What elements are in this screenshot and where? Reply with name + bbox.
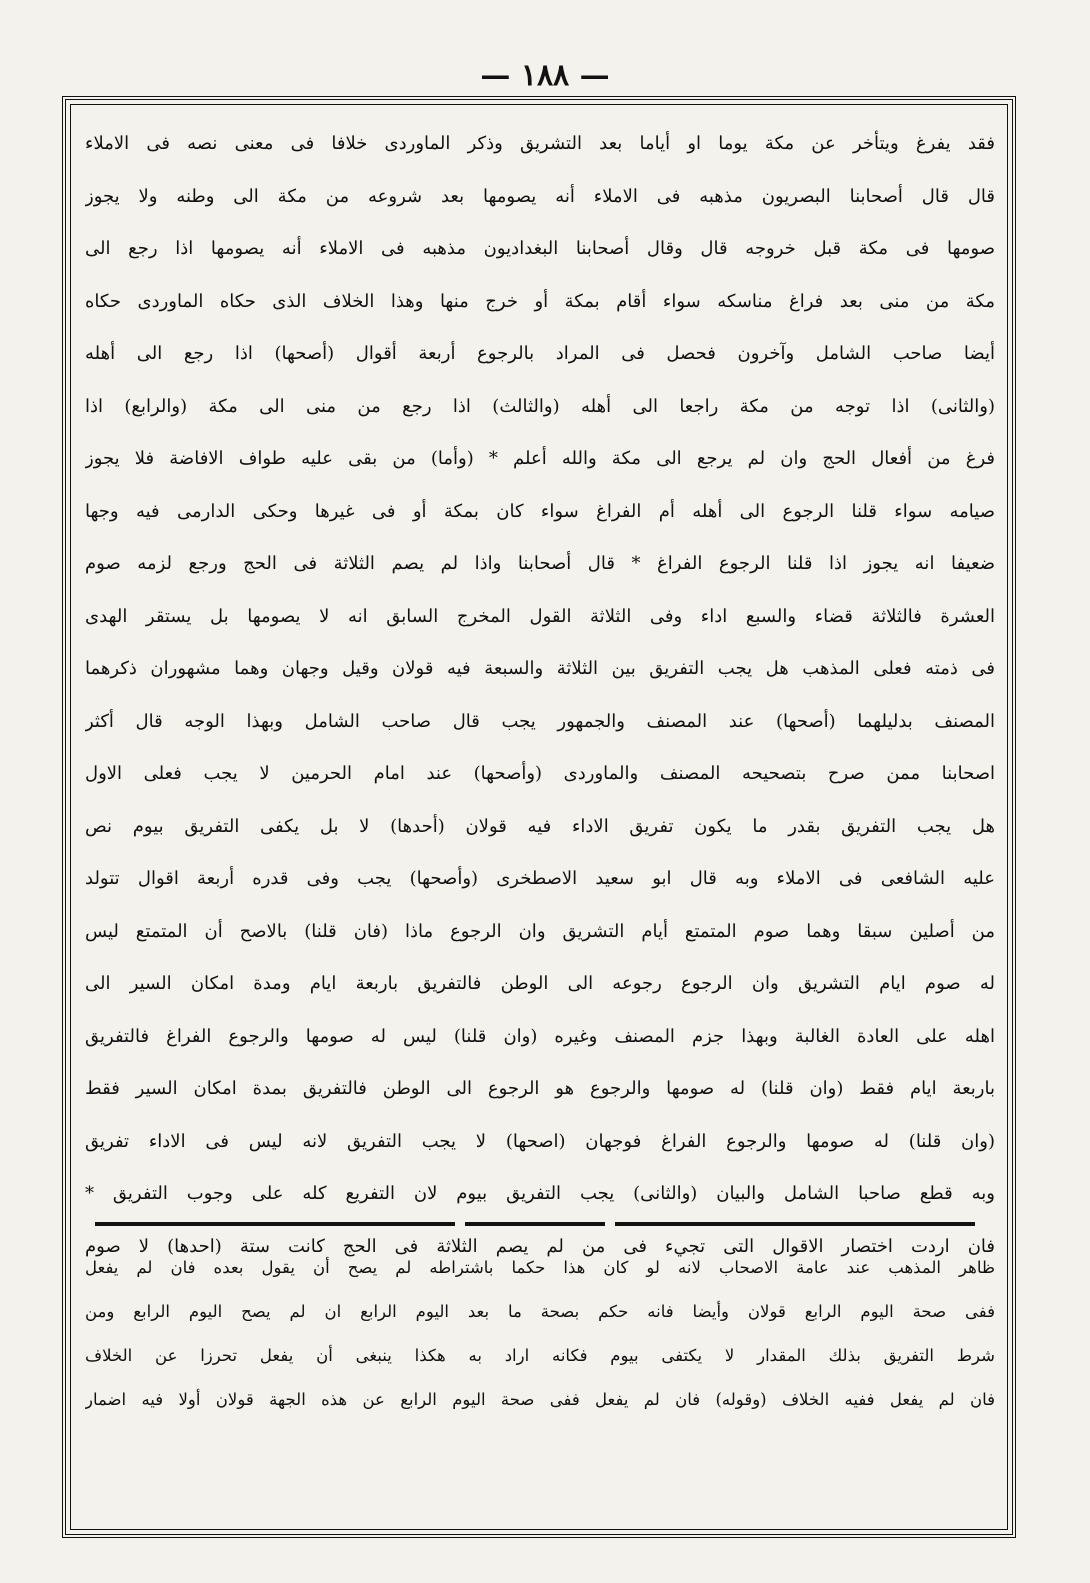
footnote-line: فان لم يفعل ففيه الخلاف (وقوله) فان لم يفعل ففى صحة اليوم الرابع عن هذه الجهة قولان أولا فيه اضمار <box>85 1390 995 1409</box>
main-line: أيضا صاحب الشامل وآخرون فحصل فى المراد بالرجوع أربعة أقوال (أصحها) اذا رجع الى أهله <box>85 343 995 364</box>
separator-bar <box>615 1222 975 1226</box>
main-line: فى ذمته فعلى المذهب هل يجب التفريق بين الثلاثة والسبعة فيه قولان وقيل وجهان وهما مشهوران ذكرهما <box>85 658 995 679</box>
main-text-block <box>85 118 995 1273</box>
main-line: ضعيفا انه يجوز اذا قلنا الرجوع الفراغ * قال أصحابنا واذا لم يصم الثلاثة فى الحج ورجع لزمه صوم <box>85 553 995 574</box>
footnote-line: ظاهر المذهب عند عامة الاصحاب لانه لو كان هذا حكما باشتراطه لم يصح أن يقول بعده فان لم يفعل <box>85 1258 995 1277</box>
main-line: اهله على العادة الغالبة وبهذا جزم المصنف وغيره (وان قلنا) ليس له صومها والرجوع الفراغ فالتفريق <box>85 1025 995 1047</box>
main-line: فرغ من أفعال الحج وان لم يرجع الى مكة والله أعلم * (وأما) من بقى عليه طواف الافاضة فلا يجوز <box>85 448 995 469</box>
main-line: المصنف بدليلهما (أصحها) عند المصنف والجمهور يجب قال صاحب الشامل وبهذا الوجه قال أكثر <box>85 710 995 732</box>
main-line: قال قال أصحابنا البصريون مذهبه فى الاملاء أنه يصومها بعد شروعه من مكة الى وطنه ولا يجوز <box>85 185 995 207</box>
footnote-line: شرط التفريق بذلك المقدار لا يكتفى بيوم فكانه اراد به هكذا ينبغى أن يفعل تحرزا عن الخلاف <box>85 1346 995 1365</box>
footnote-block <box>85 1246 995 1422</box>
footnote-line: ففى صحة اليوم الرابع قولان وأيضا فانه حكم بصحة ما بعد اليوم الرابع ان لم يصح اليوم الرابع ومن <box>85 1302 995 1321</box>
page-number: — ١٨٨ — <box>480 58 610 93</box>
main-line: العشرة فالثلاثة قضاء والسبع اداء وفى الثلاثة القول المخرج السابق انه لا يصومها بل يستقر الهدى <box>85 605 995 627</box>
main-line: مكة من منى بعد فراغ مناسكه سواء أقام بمكة أو خرج منها وهذا الخلاف الذى حكاه الماوردى حكاه <box>85 290 995 312</box>
main-line: باربعة ايام فقط (وان قلنا) له صومها والرجوع هو الرجوع الى الوطن فالتفريق بمدة امكان السير فقط <box>85 1078 995 1099</box>
main-line: فقد يفرغ ويتأخر عن مكة يوما او أياما بعد التشريق وذكر الماوردى خلافا فى معنى نصه فى الاملاء <box>85 133 995 154</box>
main-line: اصحابنا ممن صرح بتصحيحه المصنف والماوردى (وأصحها) عند امام الحرمين لا يجب فعلى الاول <box>85 763 995 784</box>
main-line: هل يجب التفريق بقدر ما يكون تفريق الاداء فيه قولان (أحدها) لا بل يكفى التفريق بيوم نص <box>85 815 995 837</box>
main-line: صيامه سواء قلنا الرجوع الى أهله أم الفراغ سواء كان بمكة أو فى غيرها وحكى الدارمى فيه وجها <box>85 500 995 522</box>
separator-bar <box>95 1222 455 1226</box>
main-line: عليه الشافعى فى الاملاء وبه قال ابو سعيد الاصطخرى (وأصحها) يجب وفى قدره أربعة اقوال تتولد <box>85 868 995 889</box>
footnote-separator <box>95 1218 975 1230</box>
separator-bar <box>465 1222 605 1226</box>
main-line: له صوم ايام التشريق وان الرجوع رجوعه الى الوطن فالتفريق باربعة ايام ومدة امكان السير الى <box>85 973 995 994</box>
main-line: فان اردت اختصار الاقوال التى تجيء فى من لم يصم الثلاثة فى الحج كانت ستة (احدها) لا صوم <box>85 1235 995 1257</box>
main-line: (والثانى) اذا توجه من مكة راجعا الى أهله (والثالث) اذا رجع من منى الى مكة (والرابع) اذا <box>85 395 995 417</box>
main-line: وبه قطع صاحبا الشامل والبيان (والثانى) يجب التفريق بيوم لان التفريع كله على وجوب التفريق * <box>85 1183 995 1204</box>
main-line: صومها فى مكة قبل خروجه قال وقال أصحابنا البغداديون مذهبه فى الاملاء أنه يصومها اذا رجع الى <box>85 238 995 259</box>
main-line: (وان قلنا) له صومها والرجوع الفراغ فوجهان (اصحها) لا يجب التفريق لانه ليس فى الاداء تفريق <box>85 1130 995 1152</box>
main-line: من أصلين سبقا وهما صوم المتمتع أيام التشريق وان الرجوع ماذا (فان قلنا) بالاصح أن المتمتع ليس <box>85 920 995 942</box>
